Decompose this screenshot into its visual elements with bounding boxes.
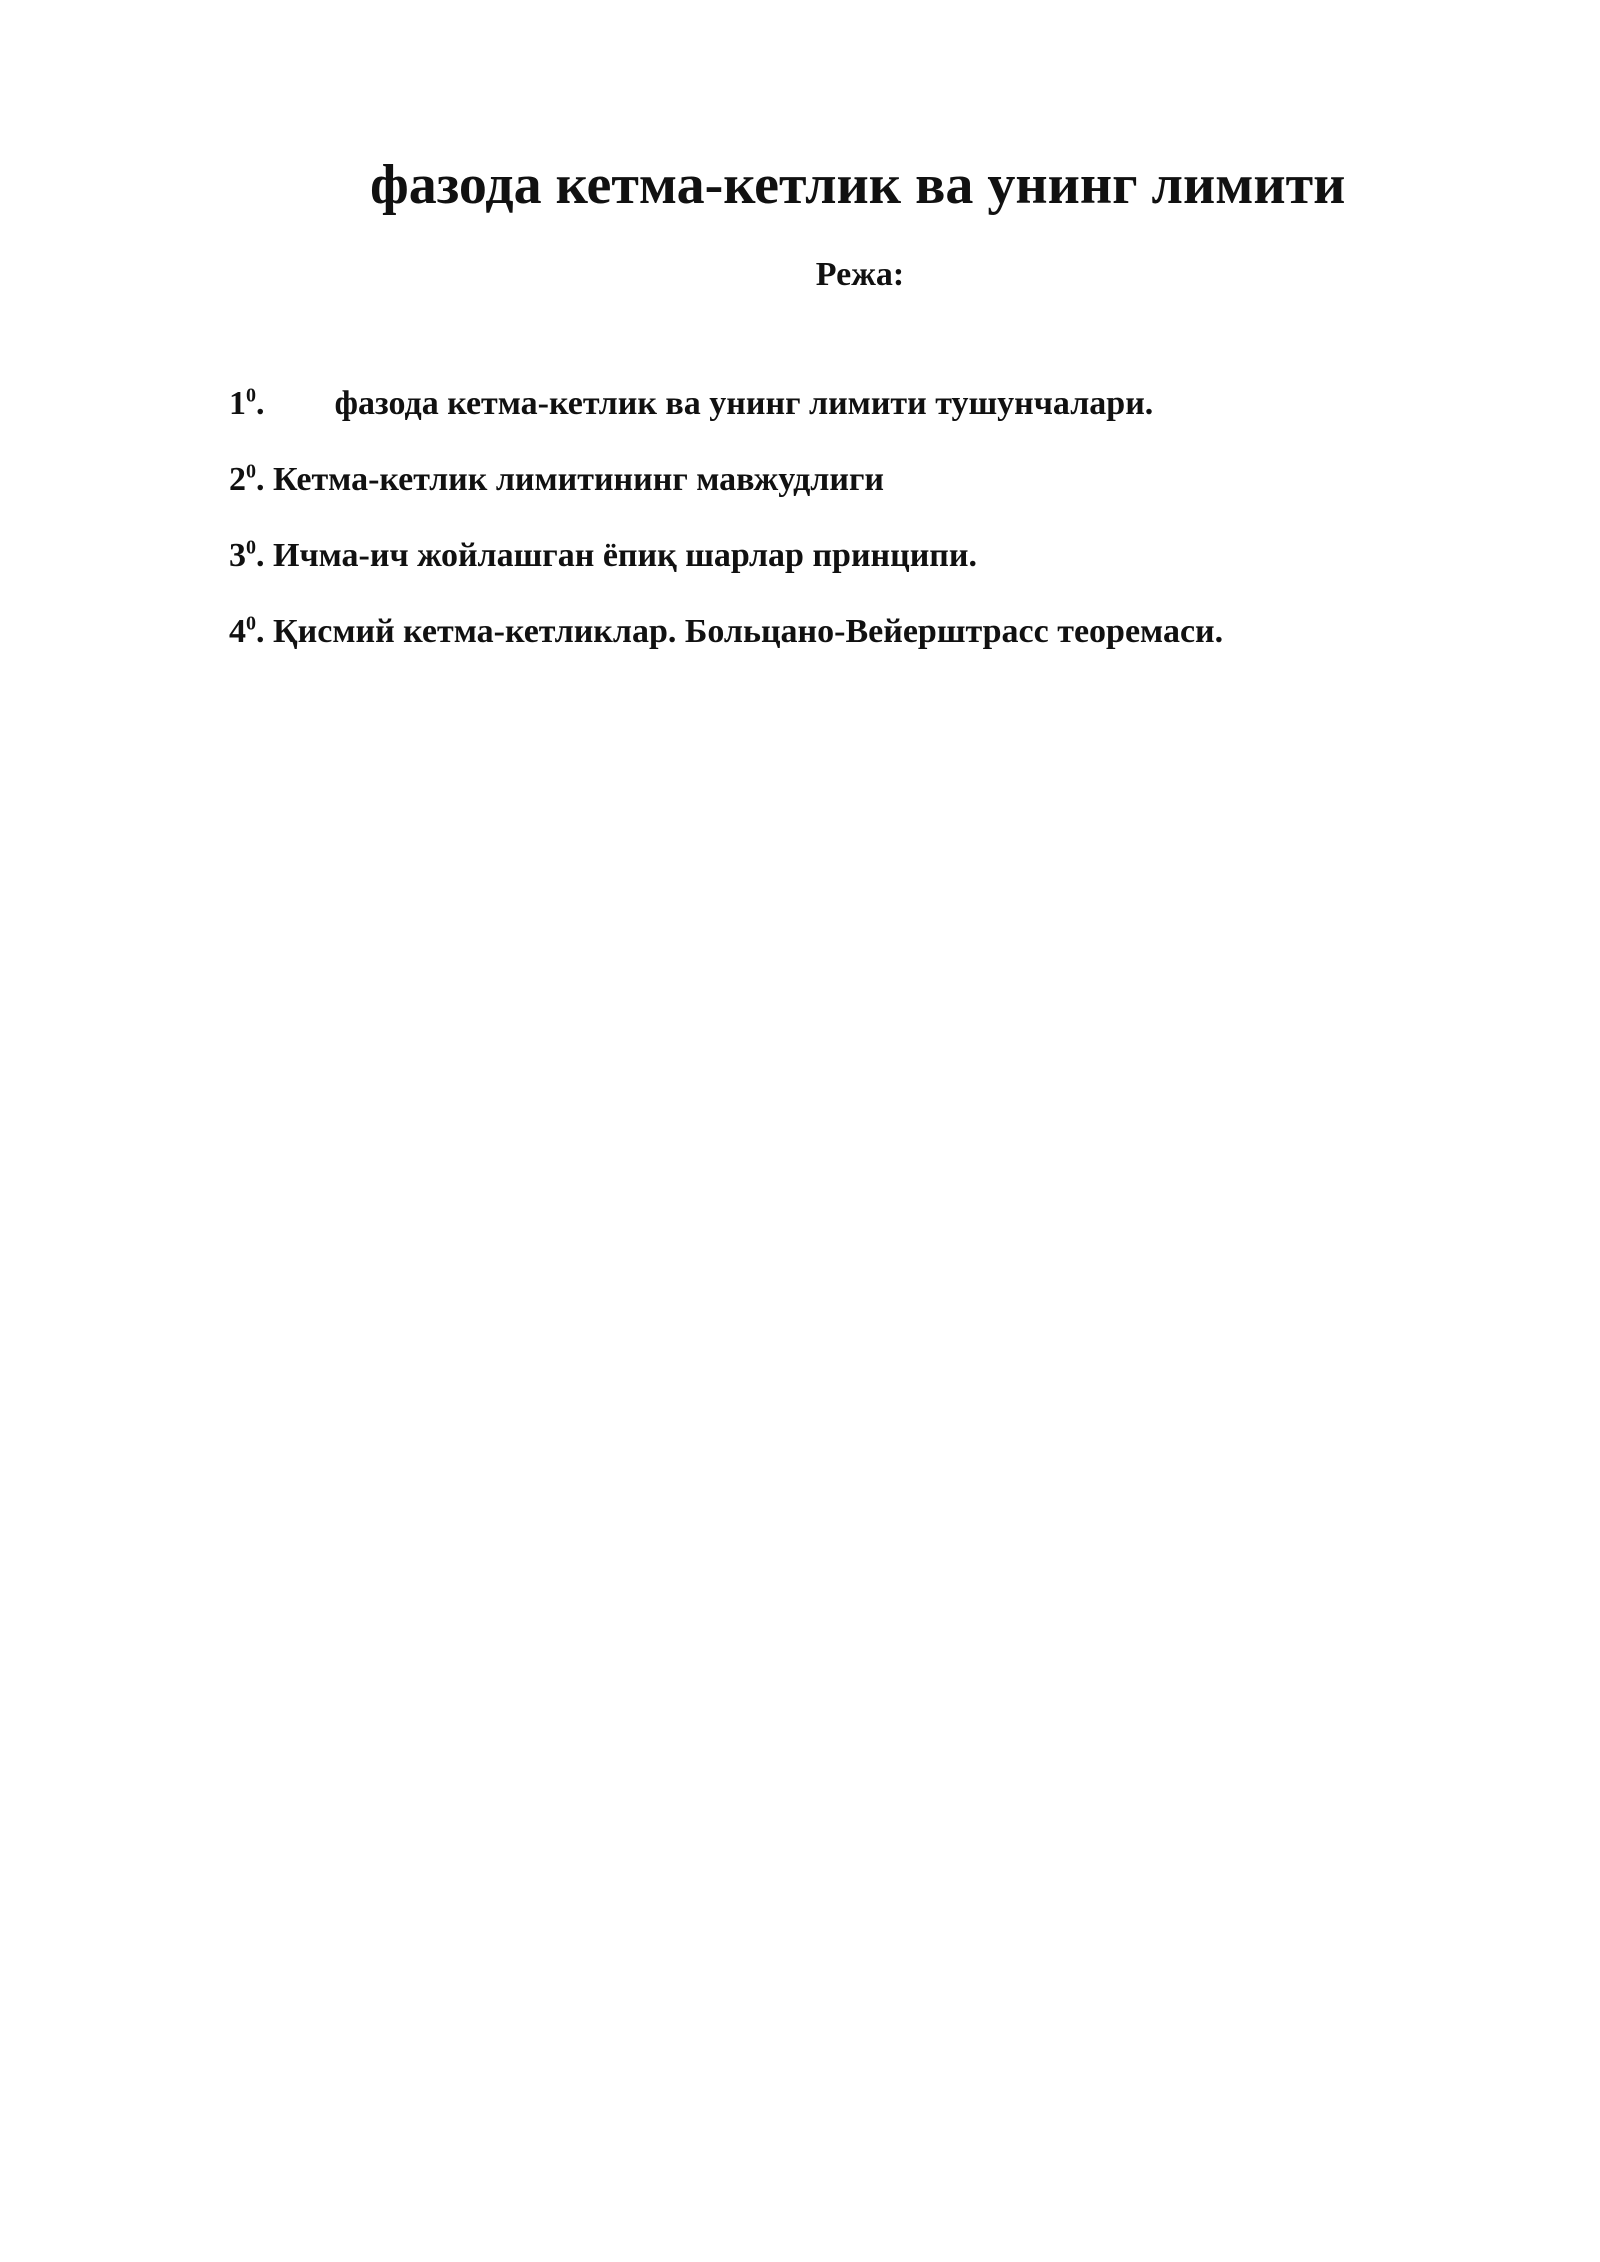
plan-item-number: $3^0$. — [229, 536, 265, 574]
plan-item-number: $1^0$. — [229, 384, 265, 422]
plan-item-number: $2^0$. — [229, 460, 265, 498]
plan-item-3 — [229, 534, 1223, 610]
plan-list — [229, 382, 1223, 686]
plan-item-text: Ичма-ич жойлашган ёпиқ шарлар принципи. — [273, 537, 977, 574]
document-title: фазода кетма-кетлик ва унинг лимити — [370, 154, 1346, 216]
plan-item-text: Кетма-кетлик лимитининг мавжудлиги — [273, 461, 884, 498]
plan-item-2 — [229, 458, 1223, 534]
plan-item-number: $4^0$. — [229, 612, 265, 650]
plan-item-4 — [229, 610, 1223, 686]
plan-item-1 — [229, 382, 1223, 458]
plan-item-text: Қисмий кетма-кетликлар. Больцано-Вейерштрасс теоремаси. — [273, 613, 1224, 650]
plan-heading: Режа: — [815, 256, 905, 293]
plan-item-text: фазода кетма-кетлик ва унинг лимити тушунчалари. — [334, 385, 1154, 422]
